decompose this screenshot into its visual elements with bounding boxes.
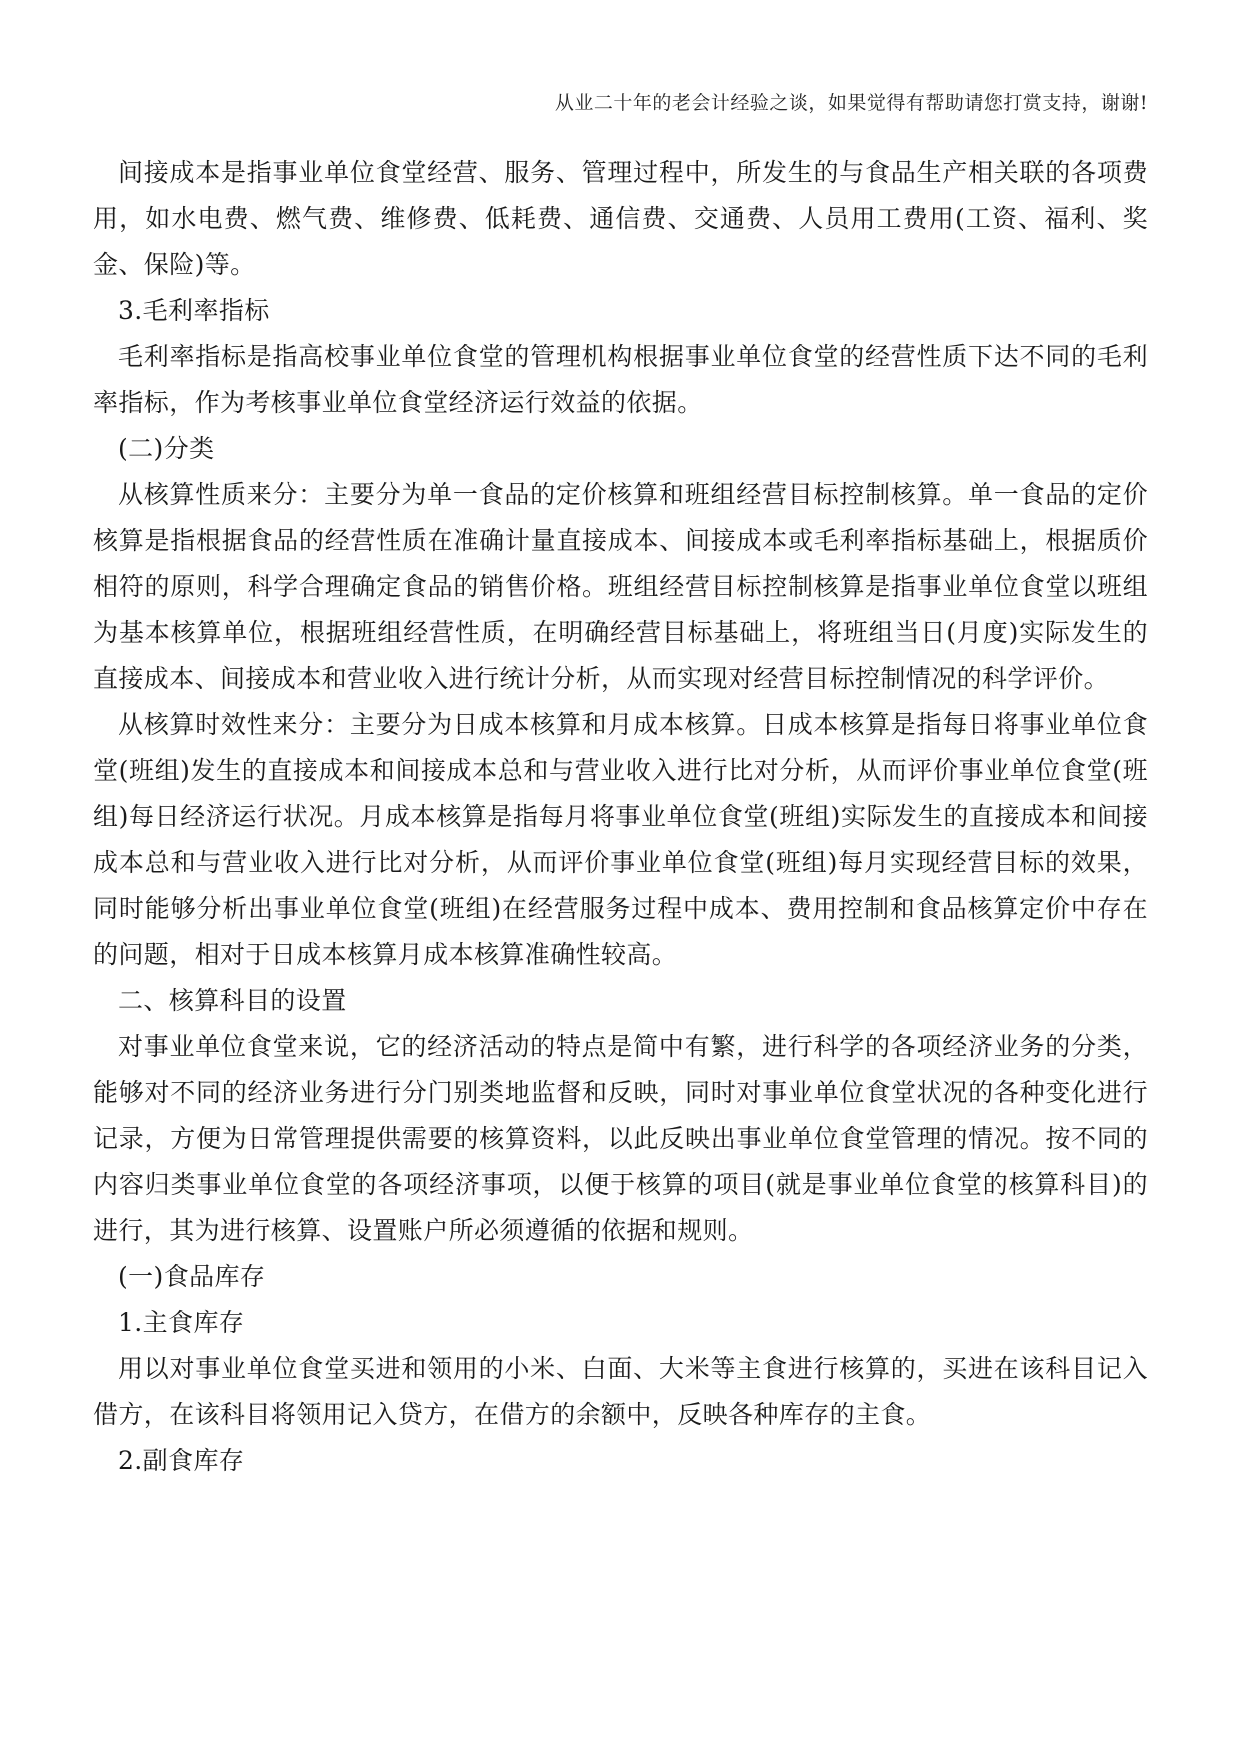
paragraph-accounting-nature: 从核算性质来分：主要分为单一食品的定价核算和班组经营目标控制核算。单一食品的定价核算是指根据食品的经营性质在准确计量直接成本、间接成本或毛利率指标基础上，根据质价相符的原则，科学合理确定食品的销售价格。班组经营目标控制核算是指事业单位食堂以班组为基本核算单位，根据班组经营性质，在明确经营目标基础上，将班组当日(月度)实际发生的直接成本、间接成本和营业收入进行统计分析，从而实现对经营目标控制情况的科学评价。 — [93, 480, 1148, 693]
paragraph-account-setup: 对事业单位食堂来说，它的经济活动的特点是简中有繁，进行科学的各项经济业务的分类，能够对不同的经济业务进行分门别类地监督和反映，同时对事业单位食堂状况的各种变化进行记录，方便为日常管理提供需要的核算资料，以此反映出事业单位食堂管理的情况。按不同的内容归类事业单位食堂的各项经济事项，以便于核算的项目(就是事业单位食堂的核算科目)的进行，其为进行核算、设置账户所必须遵循的依据和规则。 — [93, 1032, 1148, 1245]
paragraph-gross-margin: 毛利率指标是指高校事业单位食堂的管理机构根据事业单位食堂的经营性质下达不同的毛利率指标，作为考核事业单位食堂经济运行效益的依据。 — [93, 342, 1148, 417]
heading-gross-margin-indicator: 3.毛利率指标 — [118, 296, 270, 325]
heading-non-staple-inventory: 2.副食库存 — [118, 1446, 245, 1475]
heading-account-setup: 二、核算科目的设置 — [118, 986, 347, 1015]
heading-staple-inventory: 1.主食库存 — [118, 1308, 245, 1337]
paragraph-indirect-cost: 间接成本是指事业单位食堂经营、服务、管理过程中，所发生的与食品生产相关联的各项费用，如水电费、燃气费、维修费、低耗费、通信费、交通费、人员用工费用(工资、福利、奖金、保险)等。 — [93, 158, 1148, 279]
document-body — [93, 150, 1148, 1484]
heading-classification: (二)分类 — [118, 434, 215, 463]
paragraph-staple-inventory: 用以对事业单位食堂买进和领用的小米、白面、大米等主食进行核算的，买进在该科目记入借方，在该科目将领用记入贷方，在借方的余额中，反映各种库存的主食。 — [93, 1354, 1148, 1429]
heading-food-inventory: (一)食品库存 — [118, 1262, 266, 1291]
paragraph-accounting-timeliness: 从核算时效性来分：主要分为日成本核算和月成本核算。日成本核算是指每日将事业单位食堂(班组)发生的直接成本和间接成本总和与营业收入进行比对分析，从而评价事业单位食堂(班组)每日经济运行状况。月成本核算是指每月将事业单位食堂(班组)实际发生的直接成本和间接成本总和与营业收入进行比对分析，从而评价事业单位食堂(班组)每月实现经营目标的效果，同时能够分析出事业单位食堂(班组)在经营服务过程中成本、费用控制和食品核算定价中存在的问题，相对于日成本核算月成本核算准确性较高。 — [93, 710, 1148, 969]
header-note: 从业二十年的老会计经验之谈，如果觉得有帮助请您打赏支持，谢谢! — [554, 92, 1148, 114]
